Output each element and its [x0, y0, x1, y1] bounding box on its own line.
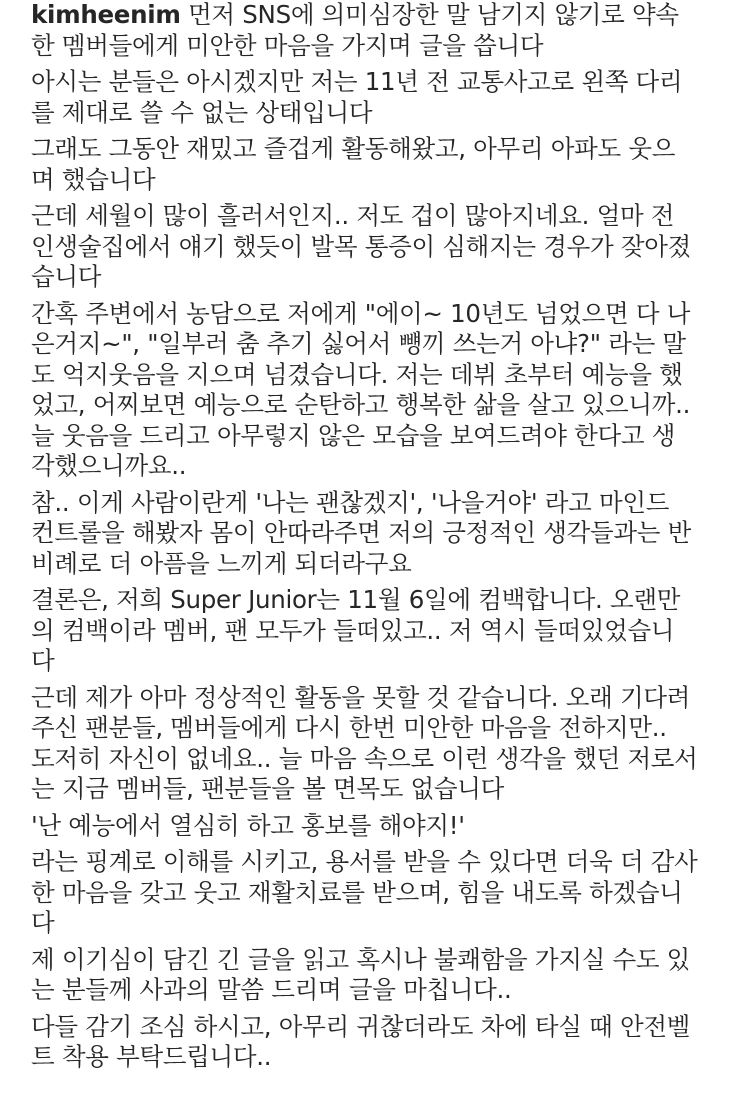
caption-paragraph: 다들 감기 조심 하시고, 아무리 귀찮더라도 차에 타실 때 안전벨 트 착용 부탁드립니다..: [31, 1011, 691, 1071]
caption-paragraph: 라는 핑계로 이해를 시키고, 용서를 받을 수 있다면 더욱 더 감사 한 마음을 갖고 웃고 재활치료를 받으며, 힘을 내도록 하겠습니 다: [31, 847, 698, 937]
caption-paragraph: 결론은, 저희 Super Junior는 11월 6일에 컴백합니다. 오랜만 의 컴백이라 멤버, 팬 모두가 들떠있고.. 저 역시 들떠있었습니 다: [31, 585, 681, 675]
caption-paragraph: 간혹 주변에서 농담으로 저에게 "에이~ 10년도 넘었으면 다 나 은거지~", "일부러 춤 추기 싫어서 뻉끼 쓰는거 아냐?" 라는 말 도 억지웃음을 지으며 넘겼습니다. 저는 데뷔 초부터 예능을 했 었고, 어찌보면 예능으로 순탄하고 행복한 삶을 살고 있으니까.. 늘 웃음을 드리고 아무렇지 않은 모습을 보여드려야 한다고 생 각했으니까요..: [31, 298, 691, 480]
caption-paragraph: 근데 제가 아마 정상적인 활동을 못할 것 같습니다. 오래 기다려 주신 팬분들, 멤버들에게 다시 한번 미안한 마음을 전하지만.. 도저히 자신이 없네요.. 늘 마음 속으로 이런 생각을 했던 저로서 는 지금 멤버들, 팬분들을 볼 면목도 없습니다: [31, 682, 698, 803]
caption-paragraph: 제 이기심이 담긴 긴 글을 읽고 혹시나 불쾌함을 가지실 수도 있 는 분들께 사과의 말씀 드리며 글을 마칩니다..: [31, 944, 691, 1004]
post-caption: [31, 0, 736, 1079]
username-link[interactable]: kimheenim: [31, 0, 181, 29]
caption-paragraph: 그래도 그동안 재밌고 즐겁게 활동해왔고, 아무리 아파도 웃으 며 했습니다: [31, 134, 676, 194]
caption-paragraph: 근데 세월이 많이 흘러서인지.. 저도 겁이 많아지네요. 얼마 전 인생술집에서 얘기 했듯이 발목 통증이 심해지는 경우가 잦아졌 습니다: [31, 201, 691, 291]
caption-text: 먼저 SNS에 의미심장한 말 남기지 않기로 약속 한 멤버들에게 미안한 마음을 가지며 글을 씁니다: [31, 0, 679, 60]
caption-paragraph: 참.. 이게 사람이란게 '나는 괜찮겠지', '나을거야' 라고 마인드 컨트롤을 해봤자 몸이 안따라주면 저의 긍정적인 생각들과는 반 비례로 더 아픔을 느끼게 되더라구요: [31, 487, 691, 578]
caption-paragraph: '난 예능에서 열심히 하고 홍보를 해야지!': [31, 810, 465, 840]
caption-paragraph: [31, 0, 736, 61]
caption-paragraph: 아시는 분들은 아시겠지만 저는 11년 전 교통사고로 왼쪽 다리 를 제대로 쓸 수 없는 상태입니다: [31, 67, 683, 127]
